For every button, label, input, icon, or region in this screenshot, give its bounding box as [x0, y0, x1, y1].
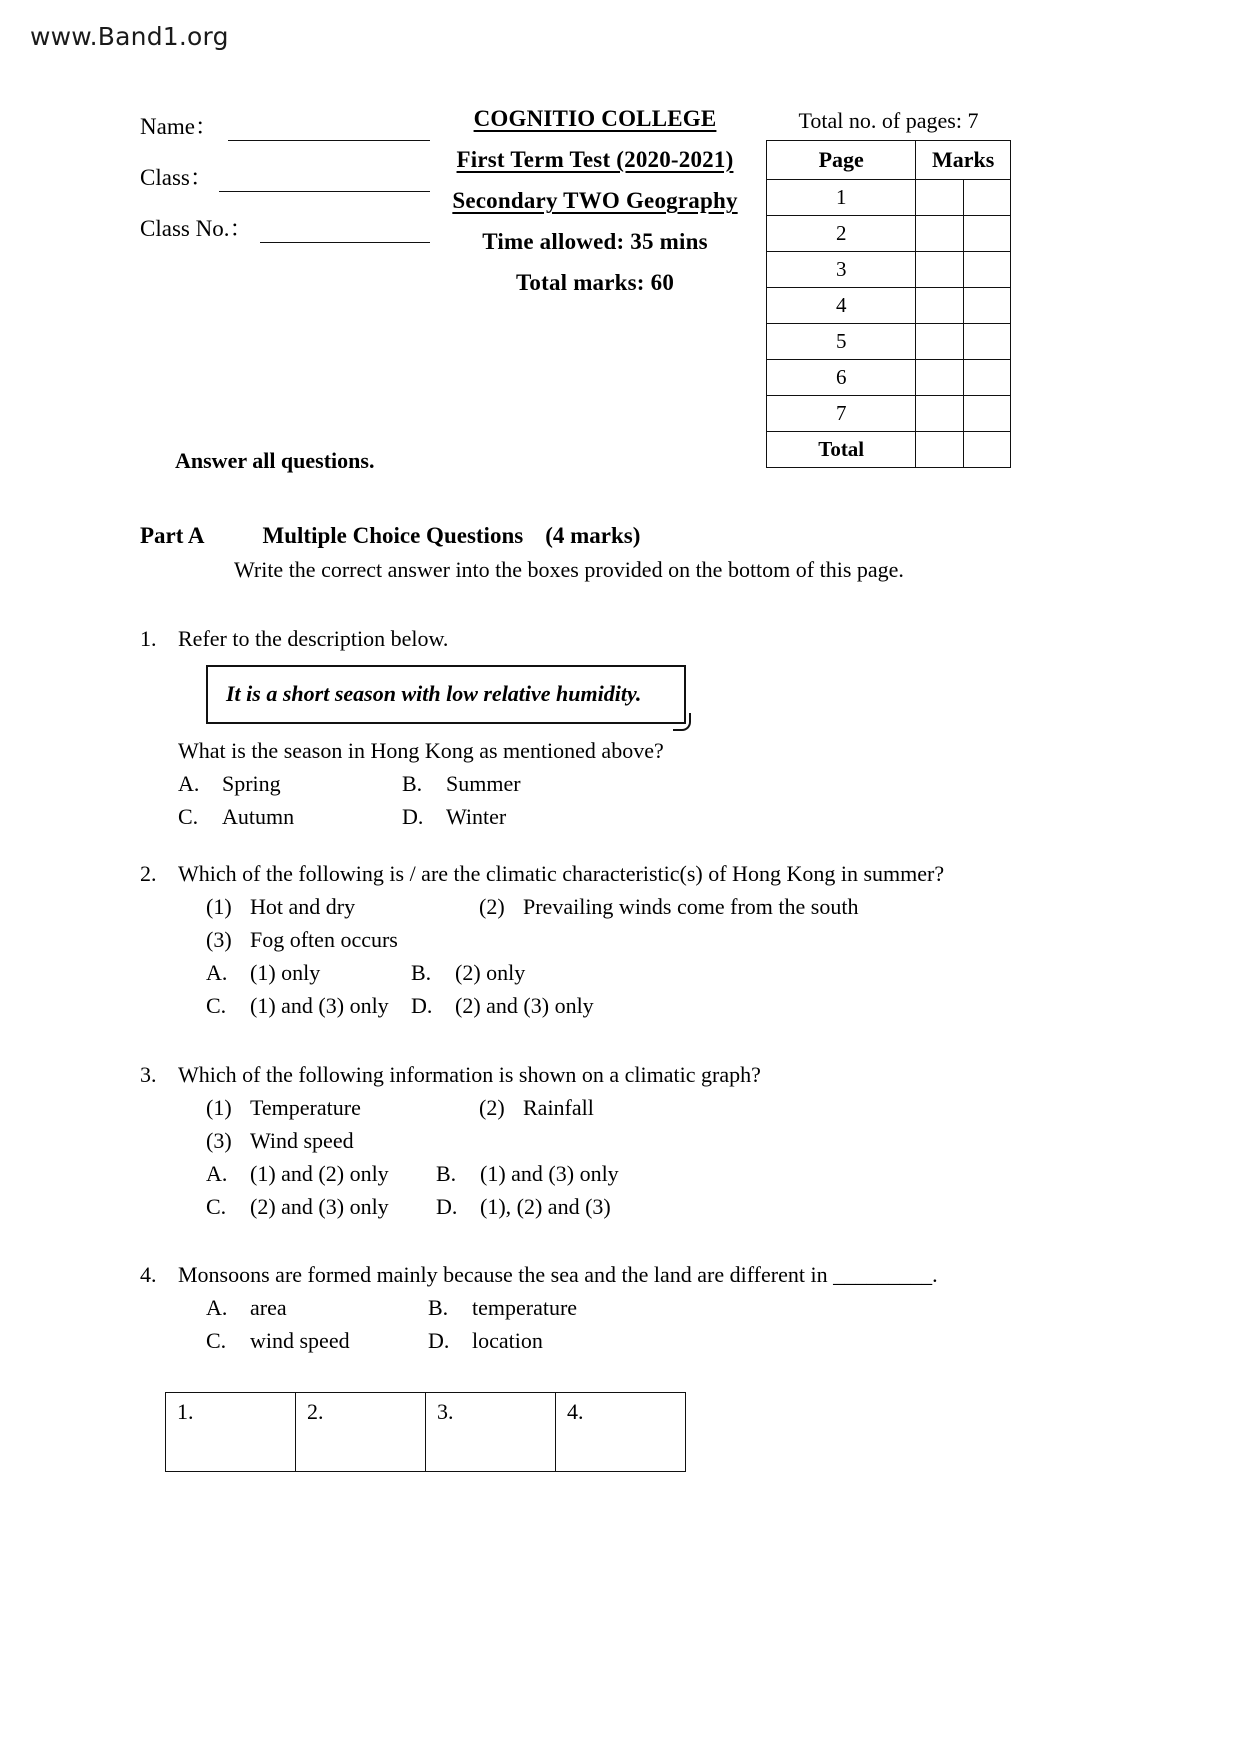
mc-answer-boxes: [165, 1392, 686, 1472]
marks-check-cell[interactable]: [963, 252, 1010, 288]
option-d[interactable]: [411, 989, 594, 1022]
option-c-key: C.: [206, 993, 227, 1018]
marks-entry-cell[interactable]: [916, 216, 963, 252]
question-3-statements-row-1: [206, 1091, 1120, 1124]
question-1-options-row-2: [178, 800, 1040, 833]
question-3: [140, 1058, 1120, 1223]
question-4-options-row-2: [206, 1324, 1120, 1357]
question-1-stem: Refer to the description below.: [178, 626, 449, 651]
statement-2-text: Prevailing winds come from the south: [523, 894, 859, 919]
exam-title-block: [430, 106, 760, 311]
answer-cell-3[interactable]: 3.: [426, 1393, 556, 1472]
question-1: [140, 622, 1040, 833]
marks-entry-cell[interactable]: [916, 324, 963, 360]
option-c[interactable]: [178, 800, 402, 833]
option-d-text: location: [472, 1328, 543, 1353]
answer-cell-4[interactable]: 4.: [556, 1393, 686, 1472]
option-b[interactable]: [428, 1291, 577, 1324]
class-input-line[interactable]: [219, 171, 430, 192]
option-c-key: C.: [206, 1328, 227, 1353]
table-row: [767, 288, 1011, 324]
option-a[interactable]: [178, 767, 402, 800]
class-no-label: Class No.：: [140, 216, 253, 241]
total-marks-check-cell[interactable]: [963, 432, 1010, 468]
option-b-key: B.: [428, 1295, 449, 1320]
option-b-key: B.: [436, 1161, 457, 1186]
question-4-options-row-1: [206, 1291, 1120, 1324]
table-row: [767, 216, 1011, 252]
option-b[interactable]: [402, 767, 521, 800]
option-d[interactable]: [428, 1324, 543, 1357]
page-number-cell: 5: [767, 324, 916, 360]
question-2: [140, 857, 1120, 1022]
question-1-stimulus-wrap: [206, 665, 686, 724]
statement-3-text: Wind speed: [250, 1128, 354, 1153]
marks-entry-cell[interactable]: [916, 360, 963, 396]
marks-check-cell[interactable]: [963, 180, 1010, 216]
option-d-text: (2) and (3) only: [455, 993, 594, 1018]
option-c-text: (2) and (3) only: [250, 1194, 389, 1219]
answer-all-instruction: Answer all questions.: [175, 448, 375, 473]
statement-1-key: (1): [206, 894, 232, 919]
table-row: [767, 324, 1011, 360]
question-3-options-row-1: [206, 1157, 1120, 1190]
question-1-number: 1.: [140, 626, 157, 651]
option-a-text: (1) only: [250, 960, 321, 985]
page-number-cell: 2: [767, 216, 916, 252]
marks-table-col-marks: Marks: [916, 141, 1011, 180]
option-b-text: (1) and (3) only: [480, 1161, 619, 1186]
question-1-options-row-1: [178, 767, 1040, 800]
option-b[interactable]: [436, 1157, 619, 1190]
statement-2: [479, 890, 858, 923]
marks-table-col-page: Page: [767, 141, 916, 180]
table-row: [767, 252, 1011, 288]
question-3-number: 3.: [140, 1062, 157, 1087]
marks-check-cell[interactable]: [963, 324, 1010, 360]
class-label: Class：: [140, 165, 213, 190]
question-3-statements-row-2: [206, 1124, 1120, 1157]
option-a[interactable]: [206, 1157, 436, 1190]
answer-grid: [165, 1392, 686, 1472]
question-4: [140, 1258, 1120, 1357]
class-field-row: [140, 159, 430, 192]
question-2-options-row-2: [206, 989, 1120, 1022]
subject-name: Secondary TWO Geography: [452, 188, 738, 213]
option-c[interactable]: [206, 989, 411, 1022]
statement-2: [479, 1091, 594, 1124]
marks-block: [766, 108, 1011, 468]
marks-table: [766, 140, 1011, 468]
marks-entry-cell[interactable]: [916, 396, 963, 432]
option-a[interactable]: [206, 956, 411, 989]
option-d-key: D.: [428, 1328, 450, 1353]
marks-check-cell[interactable]: [963, 396, 1010, 432]
name-field-row: [140, 108, 430, 141]
option-d[interactable]: [402, 800, 506, 833]
option-a-key: A.: [178, 771, 200, 796]
option-b-key: B.: [411, 960, 432, 985]
total-label-cell: Total: [767, 432, 916, 468]
table-row: [767, 360, 1011, 396]
answer-cell-1[interactable]: 1.: [166, 1393, 296, 1472]
page-number-cell: 7: [767, 396, 916, 432]
option-c[interactable]: [206, 1324, 428, 1357]
part-a-heading: [140, 523, 640, 549]
option-c[interactable]: [206, 1190, 436, 1223]
table-row: [767, 396, 1011, 432]
page-number-cell: 3: [767, 252, 916, 288]
marks-check-cell[interactable]: [963, 288, 1010, 324]
part-a-title: Multiple Choice Questions: [262, 523, 524, 548]
name-input-line[interactable]: [228, 120, 430, 141]
question-3-stem: Which of the following information is shown on a climatic graph?: [178, 1062, 761, 1087]
option-d-key: D.: [402, 804, 424, 829]
option-c-text: Autumn: [222, 804, 295, 829]
statement-2-key: (2): [479, 894, 505, 919]
marks-check-cell[interactable]: [963, 360, 1010, 396]
page-number-cell: 1: [767, 180, 916, 216]
statement-3-key: (3): [206, 1128, 232, 1153]
option-c-key: C.: [178, 804, 199, 829]
statement-2-text: Rainfall: [523, 1095, 594, 1120]
option-a-key: A.: [206, 1295, 228, 1320]
marks-entry-cell[interactable]: [916, 180, 963, 216]
statement-2-key: (2): [479, 1095, 505, 1120]
question-2-statements-row-2: [206, 923, 1120, 956]
class-no-input-line[interactable]: [260, 222, 430, 243]
page-number-cell: 6: [767, 360, 916, 396]
question-1-sub-stem: What is the season in Hong Kong as mentioned above?: [178, 738, 664, 763]
question-2-options-row-1: [206, 956, 1120, 989]
question-2-statements-row-1: [206, 890, 1120, 923]
option-a-text: (1) and (2) only: [250, 1161, 389, 1186]
statement-1-key: (1): [206, 1095, 232, 1120]
marks-entry-cell[interactable]: [916, 252, 963, 288]
exam-header: [0, 100, 1240, 500]
part-a-note: Write the correct answer into the boxes provided on the bottom of this page.: [234, 557, 904, 582]
statement-1: [206, 890, 479, 923]
time-allowed: Time allowed: 35 mins: [482, 229, 708, 254]
option-d[interactable]: [436, 1190, 611, 1223]
total-pages-label: Total no. of pages: 7: [798, 108, 979, 133]
site-watermark: www.Band1.org: [30, 22, 229, 51]
option-b-text: (2) only: [455, 960, 526, 985]
marks-entry-cell[interactable]: [916, 288, 963, 324]
answer-cell-2[interactable]: 2.: [296, 1393, 426, 1472]
statement-3-text: Fog often occurs: [250, 927, 398, 952]
option-b-key: B.: [402, 771, 423, 796]
school-name: COGNITIO COLLEGE: [473, 106, 717, 131]
option-c-text: wind speed: [250, 1328, 350, 1353]
option-d-key: D.: [436, 1194, 458, 1219]
question-4-number: 4.: [140, 1262, 157, 1287]
statement-1: [206, 1091, 479, 1124]
table-row: [166, 1393, 686, 1472]
marks-table-total-row: [767, 432, 1011, 468]
part-a-marks: (4 marks): [545, 523, 641, 548]
statement-3-key: (3): [206, 927, 232, 952]
name-label: Name：: [140, 114, 218, 139]
table-row: [767, 180, 1011, 216]
part-a-label: Part A: [140, 523, 205, 548]
option-b[interactable]: [411, 956, 525, 989]
class-no-field-row: [140, 210, 430, 243]
marks-table-header-row: [767, 141, 1011, 180]
option-a[interactable]: [206, 1291, 428, 1324]
question-1-stimulus-box: It is a short season with low relative humidity.: [206, 665, 686, 724]
statement-1-text: Hot and dry: [250, 894, 356, 919]
marks-check-cell[interactable]: [963, 216, 1010, 252]
option-d-key: D.: [411, 993, 433, 1018]
page-number-cell: 4: [767, 288, 916, 324]
statement-3: [206, 923, 398, 956]
option-d-text: Winter: [446, 804, 507, 829]
question-3-options-row-2: [206, 1190, 1120, 1223]
question-4-stem: Monsoons are formed mainly because the sea and the land are different in _________.: [178, 1262, 938, 1287]
option-d-text: (1), (2) and (3): [480, 1194, 611, 1219]
student-id-block: [140, 108, 430, 261]
option-b-text: Summer: [446, 771, 521, 796]
option-a-key: A.: [206, 1161, 228, 1186]
question-2-number: 2.: [140, 861, 157, 886]
option-c-key: C.: [206, 1194, 227, 1219]
option-b-text: temperature: [472, 1295, 578, 1320]
option-c-text: (1) and (3) only: [250, 993, 389, 1018]
total-marks-entry-cell[interactable]: [916, 432, 963, 468]
option-a-text: area: [250, 1295, 287, 1320]
total-marks: Total marks: 60: [515, 270, 675, 295]
option-a-key: A.: [206, 960, 228, 985]
statement-3: [206, 1124, 354, 1157]
question-2-stem: Which of the following is / are the climatic characteristic(s) of Hong Kong in summer?: [178, 861, 945, 886]
option-a-text: Spring: [222, 771, 281, 796]
exam-name: First Term Test (2020-2021): [456, 147, 734, 172]
statement-1-text: Temperature: [250, 1095, 361, 1120]
